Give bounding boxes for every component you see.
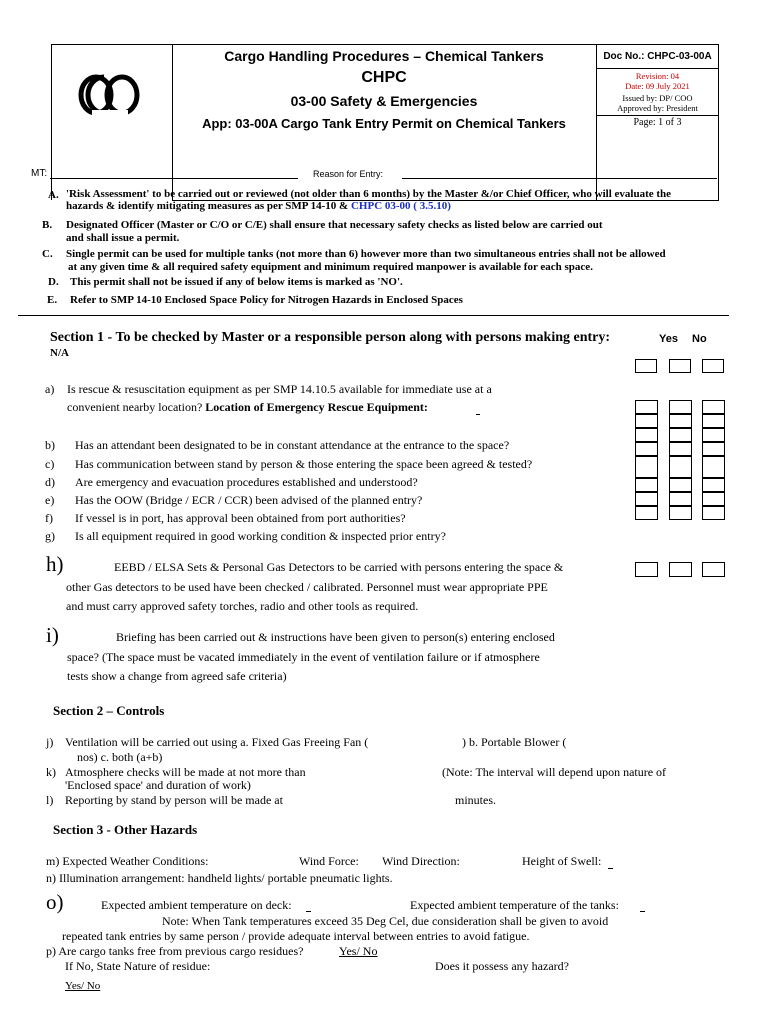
item-g-text: Is all equipment required in good working condition & inspected prior entry? (75, 529, 446, 543)
header-top-border (51, 44, 719, 45)
approved-by: Approved by: President (617, 103, 698, 113)
header-page-row-line (596, 115, 719, 116)
checkbox-no-row-a2[interactable] (702, 414, 725, 428)
header-left-border (51, 44, 52, 200)
header-company: Cargo Handling Procedures – Chemical Tankers (224, 48, 544, 64)
header-doc-row-line (596, 68, 719, 69)
item-f-text: If vessel is in port, has approval been obtained from port authorities? (75, 511, 406, 525)
checkbox-yes-row-c[interactable] (669, 442, 692, 456)
checkbox-yes-row-d[interactable] (669, 456, 692, 478)
checkbox-na-header[interactable] (635, 359, 657, 373)
checkbox-no-row-d[interactable] (702, 456, 725, 478)
swell-height-label: Height of Swell: (522, 854, 602, 868)
item-d-letter: d) (45, 475, 55, 489)
item-h-letter: h) (46, 552, 64, 576)
checkbox-h-na[interactable] (635, 562, 658, 577)
item-n-text: n) Illumination arrangement: handheld lights/ portable pneumatic lights. (46, 871, 393, 885)
checkbox-na-row-c[interactable] (635, 442, 658, 456)
item-m-label: m) Expected Weather Conditions: (46, 854, 209, 868)
wind-force-label: Wind Force: (299, 854, 359, 868)
item-e-text: Has the OOW (Bridge / ECR / CCR) been advised of the planned entry? (75, 493, 423, 507)
checkbox-na-row-a2[interactable] (635, 414, 658, 428)
revision: Revision: 04 (635, 71, 680, 81)
checkbox-yes-row-a[interactable] (669, 400, 692, 414)
deck-temp-input-line[interactable] (306, 911, 311, 912)
instr-b-line1: Designated Officer (Master or C/O or C/E) shall ensure that necessary safety checks as listed below are carried out (66, 219, 603, 231)
item-o-letter: o) (46, 890, 64, 914)
item-i-line2: space? (The space must be vacated immediately in the event of ventilation failure or if atmosphere (67, 650, 540, 664)
checkbox-na-row-a[interactable] (635, 400, 658, 414)
instr-d-letter: D. (48, 276, 59, 288)
checkbox-no-row-c[interactable] (702, 442, 725, 456)
checkbox-no-row-a[interactable] (702, 400, 725, 414)
instr-e-letter: E. (47, 294, 58, 306)
checkbox-no-row-b[interactable] (702, 428, 725, 442)
swell-input-line[interactable] (608, 868, 613, 869)
item-h-line2: other Gas detectors to be used have been checked / calibrated. Personnel must wear appropriate PPE (66, 580, 548, 594)
instr-c-line2: at any given time & all required safety equipment and minimum required manpower is available for each space. (68, 261, 593, 273)
item-j-line1b: ) b. Portable Blower ( (462, 735, 567, 749)
instructions-divider (18, 315, 729, 316)
chpc-reference-link[interactable]: CHPC 03-00 ( 3.5.10) (350, 200, 451, 212)
checkbox-yes-row-g[interactable] (669, 506, 692, 520)
instr-a-letter: A. (48, 189, 59, 201)
tank-temp-label: Expected ambient temperature of the tanks: (410, 898, 619, 912)
item-f-letter: f) (45, 511, 53, 525)
tank-temp-input-line[interactable] (640, 911, 645, 912)
checkbox-na-row-f[interactable] (635, 492, 658, 506)
checkbox-no-header[interactable] (702, 359, 724, 373)
item-h-line3: and must carry approved safety torches, radio and other tools as required. (66, 599, 419, 613)
item-k-letter: k) (46, 765, 56, 779)
section1-na-label: N/A (50, 347, 69, 359)
instr-d-line1: This permit shall not be issued if any of below items is marked as 'NO'. (70, 276, 403, 288)
checkbox-yes-row-f[interactable] (669, 492, 692, 506)
instr-b-letter: B. (42, 219, 53, 231)
checkbox-column-yes (669, 400, 692, 522)
item-c-text: Has communication between stand by person & those entering the space been agreed & tested? (75, 457, 533, 471)
page-number: Page: 1 of 3 (633, 117, 682, 128)
checkbox-na-row-d[interactable] (635, 456, 658, 478)
item-p-line1: p) Are cargo tanks free from previous cargo residues? (46, 944, 304, 958)
item-j-line2: nos) c. both (a+b) (77, 750, 163, 764)
checkbox-na-row-e[interactable] (635, 478, 658, 492)
issued-by: Issued by: DP/ COO (622, 93, 693, 103)
item-l-letter: l) (46, 793, 54, 807)
mt-input-line[interactable] (50, 178, 298, 179)
item-o-note1: Note: When Tank temperatures exceed 35 Deg Cel, due consideration shall be given to avoid (162, 914, 609, 928)
hazard-yes-no[interactable]: Yes/ No (65, 980, 101, 992)
instr-c-letter: C. (42, 248, 53, 260)
checkbox-na-row-b[interactable] (635, 428, 658, 442)
item-a-line1: Is rescue & resuscitation equipment as per SMP 14.10.5 available for immediate use at a (67, 382, 492, 396)
checkbox-no-row-e[interactable] (702, 478, 725, 492)
residue-yes-no[interactable]: Yes/ No (339, 944, 378, 958)
item-l-line1a: Reporting by stand by person will be made at (65, 793, 283, 807)
no-column-label: No (692, 333, 707, 345)
item-p-line2: If No, State Nature of residue: (65, 959, 211, 973)
header-code: CHPC (361, 69, 407, 86)
hazard-question: Does it possess any hazard? (435, 959, 569, 973)
item-j-letter: j) (46, 735, 54, 749)
item-b-text: Has an attendant been designated to be in constant attendance at the entrance to the space? (75, 438, 510, 452)
checkbox-yes-row-e[interactable] (669, 478, 692, 492)
mt-label: MT: (31, 168, 48, 179)
item-j-line1a: Ventilation will be carried out using a. Fixed Gas Freeing Fan ( (65, 735, 369, 749)
checkbox-yes-row-a2[interactable] (669, 414, 692, 428)
doc-number: Doc No.: CHPC-03-00A (603, 51, 712, 62)
checkbox-yes-row-b[interactable] (669, 428, 692, 442)
item-a-line2 (67, 400, 428, 415)
logo-rings-icon (74, 72, 146, 118)
checkbox-column-no (702, 400, 725, 522)
item-k-line1b: (Note: The interval will depend upon nature of (442, 765, 667, 779)
instr-a-line1: 'Risk Assessment' to be carried out or reviewed (not older than 6 months) by the Master &/or Chief Officer, who will evaluate the (66, 188, 672, 200)
checkbox-no-row-g[interactable] (702, 506, 725, 520)
revision-date: Date: 09 July 2021 (625, 81, 690, 91)
header-app-title: App: 03-00A Cargo Tank Entry Permit on Chemical Tankers (202, 116, 566, 131)
item-a-line2-text: convenient nearby location? (67, 400, 206, 414)
item-k-line1a: Atmosphere checks will be made at not more than (65, 765, 306, 779)
item-o-note2: repeated tank entries by same person / provide adequate interval between entries to avoid fatigue. (62, 929, 530, 943)
deck-temp-label: Expected ambient temperature on deck: (101, 898, 292, 912)
item-c-letter: c) (45, 457, 55, 471)
section2-heading: Section 2 – Controls (53, 703, 165, 718)
section3-heading: Section 3 - Other Hazards (53, 822, 198, 837)
item-l-line1b: minutes. (455, 793, 496, 807)
wind-direction-label: Wind Direction: (382, 854, 460, 868)
item-i-letter: i) (46, 623, 59, 647)
company-logo (74, 72, 146, 118)
item-h-line1: EEBD / ELSA Sets & Personal Gas Detectors to be carried with persons entering the space & (114, 560, 564, 574)
section1-heading: Section 1 - To be checked by Master or a responsible person along with persons making entry: (50, 330, 611, 345)
yes-column-label: Yes (659, 333, 678, 345)
instr-a-line2-text: hazards & identify mitigating measures as per SMP 14-10 & (66, 200, 351, 212)
checkbox-no-row-f[interactable] (702, 492, 725, 506)
rescue-equipment-location-label: Location of Emergency Rescue Equipment: (205, 400, 428, 414)
checkbox-h-yes[interactable] (669, 562, 692, 577)
rescue-location-input-line[interactable] (476, 414, 480, 415)
instr-c-line1: Single permit can be used for multiple tanks (not more than 6) however more than two simultaneous entries shall not be allowed (66, 248, 666, 260)
reason-label: Reason for Entry: (313, 169, 384, 179)
item-i-line1: Briefing has been carried out & instructions have been given to person(s) entering enclosed (116, 630, 555, 644)
item-i-line3: tests show a change from agreed safe criteria) (67, 669, 287, 683)
item-e-letter: e) (45, 493, 55, 507)
checkbox-h-no[interactable] (702, 562, 725, 577)
checkbox-yes-header[interactable] (669, 359, 691, 373)
reason-input-line[interactable] (402, 178, 717, 179)
instr-b-line2: and shall issue a permit. (66, 232, 180, 244)
checkbox-na-row-g[interactable] (635, 506, 658, 520)
item-a-letter: a) (45, 382, 55, 396)
checkbox-column-na (635, 400, 658, 522)
item-d-text: Are emergency and evacuation procedures established and understood? (75, 475, 418, 489)
item-g-letter: g) (45, 529, 55, 543)
header-chapter: 03-00 Safety & Emergencies (290, 93, 478, 109)
instr-a-line2 (66, 200, 451, 212)
item-k-line2: 'Enclosed space' and duration of work) (65, 778, 251, 792)
instr-e-line1: Refer to SMP 14-10 Enclosed Space Policy for Nitrogen Hazards in Enclosed Spaces (70, 294, 463, 306)
item-b-letter: b) (45, 438, 55, 452)
